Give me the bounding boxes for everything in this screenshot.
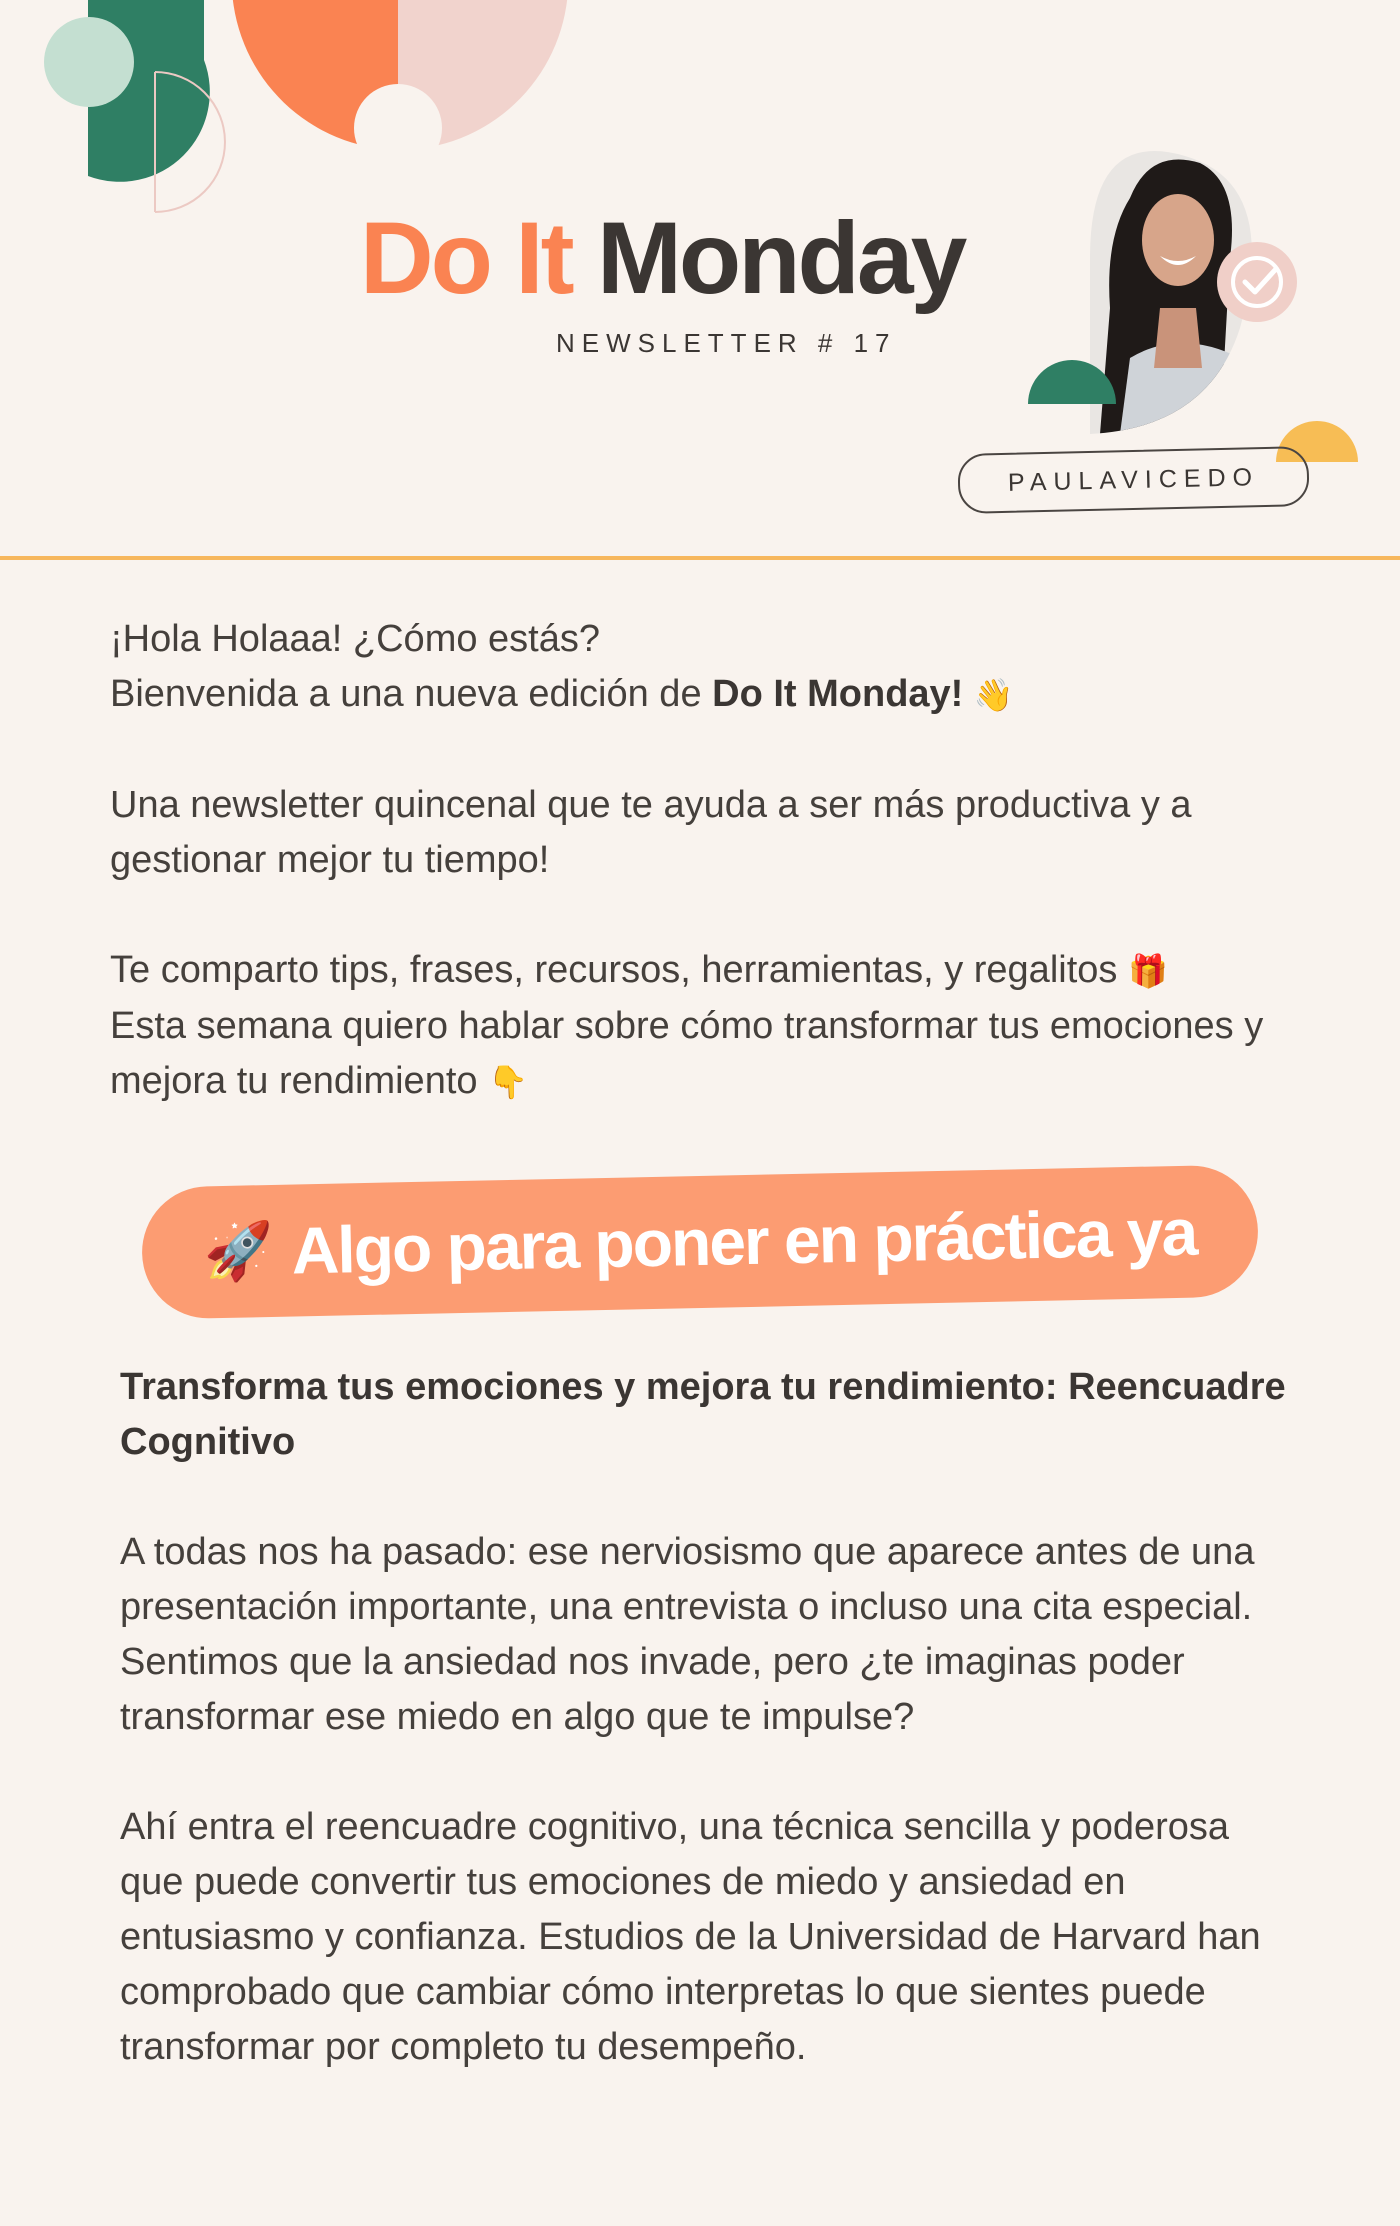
- newsletter-header: [0, 0, 1400, 560]
- article-paragraph-2: Ahí entra el reencuadre cognitivo, una técnica sencilla y poderosa que puede convertir tus emociones de miedo y ansiedad en entusiasmo y confianza. Estudios de la Universidad de Harvard han comprobado que cambiar cómo interpretas lo que sientes puede transformar por completo tu desempeño.: [120, 1806, 1261, 2068]
- section-title: Algo para poner en práctica ya: [290, 1194, 1197, 1288]
- brand-title: [360, 200, 964, 317]
- greeting-line: ¡Hola Holaaa! ¿Cómo estás?: [110, 618, 600, 660]
- intro-section: [110, 612, 1300, 1165]
- check-badge-icon: [1215, 240, 1299, 324]
- header-divider: [0, 556, 1400, 560]
- rocket-icon: 🚀: [203, 1218, 275, 1286]
- gift-icon: 🎁: [1127, 952, 1168, 990]
- author-handle: PAULAVICEDO: [957, 446, 1309, 514]
- article-section: [120, 1360, 1300, 2130]
- intro-topics: [110, 943, 1300, 1110]
- topic-week-line: Esta semana quiero hablar sobre cómo transformar tus emociones y mejora tu rendimiento: [110, 1005, 1264, 1102]
- welcome-prefix: Bienvenida a una nueva edición de: [110, 673, 713, 715]
- topics-line: Te comparto tips, frases, recursos, herramientas, y regalitos: [110, 949, 1118, 991]
- newsletter-number: NEWSLETTER # 17: [556, 328, 897, 358]
- pointing-down-icon: 👇: [488, 1063, 528, 1101]
- article-heading: Transforma tus emociones y mejora tu rendimiento: Reencuadre Cognitivo: [120, 1366, 1286, 1463]
- intro-description: Una newsletter quincenal que te ayuda a ser más productiva y a gestionar mejor tu tiempo!: [110, 784, 1192, 881]
- intro-greeting: [110, 612, 1300, 723]
- decorative-shapes: [0, 0, 600, 230]
- wave-hand-icon: 👋: [973, 676, 1014, 714]
- brand-title-accent: Do It: [360, 201, 572, 315]
- article-paragraph-1: A todas nos ha pasado: ese nerviosismo que aparece antes de una presentación importante, una entrevista o incluso una cita especial. Sentimos que la ansiedad nos invade, pero ¿te imaginas poder transformar ese miedo en algo que te impulse?: [120, 1531, 1255, 1738]
- brand-title-rest: Monday: [596, 201, 965, 315]
- welcome-brand: Do It Monday!: [712, 673, 964, 715]
- section-banner: [141, 1164, 1260, 1319]
- green-semicircle-shape: [1028, 358, 1116, 404]
